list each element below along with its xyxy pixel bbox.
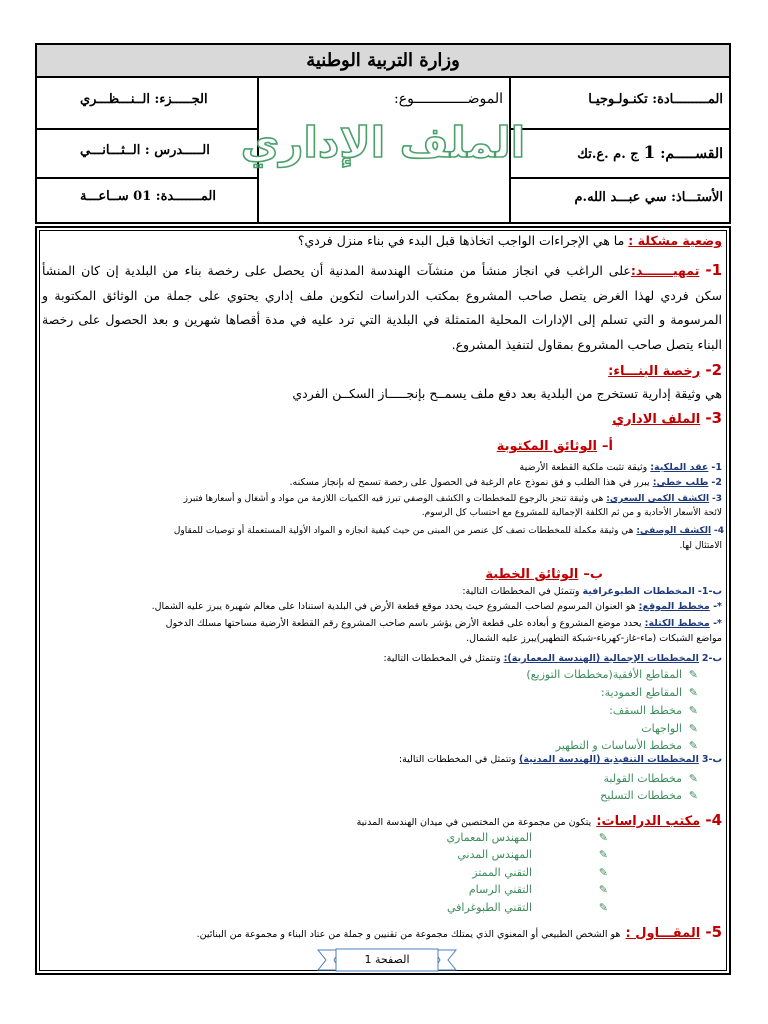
s2-text: هي وثيقة إدارية تستخرج من البلدية بعد دفع ملف يسمــح بإنجـــــاز السكــن الفردي bbox=[292, 386, 722, 401]
teacher-label: الأستـــاذ: bbox=[671, 190, 723, 205]
leaf-bullet-icon: ✎ bbox=[688, 668, 698, 681]
page-number-ribbon bbox=[318, 948, 456, 972]
s3-num: 3- bbox=[705, 409, 722, 427]
header-row-line-left-1 bbox=[37, 128, 259, 130]
s1-line-1 bbox=[42, 261, 722, 279]
s4-text: يتكون من مجموعة من المختصين في ميدان الهندسة المدنية bbox=[356, 817, 592, 828]
a1-num: 1- bbox=[711, 462, 722, 473]
s3-b-label: ب– bbox=[583, 567, 603, 582]
a4-title: الكشف الوصفي: bbox=[636, 526, 712, 536]
problem-line bbox=[298, 233, 722, 248]
subject-label: المـــــــــادة: bbox=[652, 92, 723, 107]
b1-text: وتتمثل في المخططات التالية: bbox=[462, 586, 580, 597]
s2-title: رخصة البنـــاء: bbox=[608, 364, 701, 379]
lesson-value: الــثـــانـــي bbox=[80, 143, 141, 158]
b2-text: وتتمثل في المخططات التالية: bbox=[383, 653, 501, 664]
s1-line-4: البناء يتصل صاحب المشروع بمقاول لتنفيذ المشروع. bbox=[451, 337, 722, 352]
s5-title: المقـــاول : bbox=[625, 926, 701, 941]
s2-num: 2- bbox=[705, 361, 722, 379]
a3-line-2: لائحة الأسعار الأحادية و من ثم الكلفة الإجمالية للمشروع مع احتساب كل الرسوم. bbox=[421, 508, 722, 518]
s4-num: 4- bbox=[705, 811, 722, 829]
s3-a-title: الوثائق المكتوبة bbox=[496, 439, 597, 454]
b2-item-1: ✎المقاطع الأفقية(مخططات التوزيع) bbox=[526, 668, 698, 681]
s3-title: الملف الاداري bbox=[612, 412, 701, 427]
s1-text-1: على الراغب في انجاز منشأ من منشآت الهندسة المدنية أن يحصل على رخصة بناء من البلدية إن كان المنشأ bbox=[42, 263, 631, 278]
leaf-bullet-icon: ✎ bbox=[598, 831, 608, 844]
leaf-bullet-icon: ✎ bbox=[598, 866, 608, 879]
s3-b-title: الوثائق الخطية bbox=[485, 567, 579, 582]
b1a-prefix: *- bbox=[709, 601, 722, 612]
b1a-title: مخطط الموقع: bbox=[638, 601, 710, 612]
subject-value: تكنـولـوجيـا bbox=[588, 92, 648, 107]
duration-num: 01 bbox=[133, 189, 152, 204]
leaf-bullet-icon: ✎ bbox=[688, 739, 698, 752]
s4-title: مكتب الدراسات: bbox=[596, 814, 701, 829]
header-row-line-left-2 bbox=[37, 177, 259, 179]
topic-label: الموضـــــــــــــوع: bbox=[394, 91, 503, 107]
a2-title: طلب خطي: bbox=[652, 477, 709, 488]
b1-line bbox=[462, 586, 722, 597]
duration-cell bbox=[80, 189, 216, 204]
b2-label: ب-2 bbox=[701, 653, 722, 664]
s3-a-heading bbox=[497, 435, 613, 454]
b2-item-2: ✎المقاطع العمودية: bbox=[600, 686, 698, 699]
b1b-prefix: *- bbox=[709, 618, 722, 629]
problem-text: ما هي الإجراءات الواجب اتخاذها قبل البدء في بناء منزل فردي؟ bbox=[297, 233, 625, 248]
b3-label: ب-3 bbox=[701, 754, 722, 765]
problem-label: وضعية مشكلة : bbox=[628, 233, 722, 248]
b3-title: المخططات التنفيذية (الهندسة المدنية) bbox=[519, 754, 699, 765]
b1b-text-1: يحدد موضع المشروع و أبعاده على قطعة الأرض يؤشر باسم صاحب المشروع رقم القطعة الأرضية مساحتها مسلك الدخول bbox=[165, 618, 642, 629]
b2-line bbox=[383, 653, 722, 664]
section-value-num: 1 bbox=[643, 143, 656, 163]
s1-line-3: المرسومة و التي تسلم إلى الإدارات المحلية المتمثلة في البلدية التي ترد عليه في مدة أقصاها شهرين و بعد الحصول على رخصة bbox=[42, 312, 722, 327]
leaf-bullet-icon: ✎ bbox=[598, 883, 608, 896]
leaf-bullet-icon: ✎ bbox=[688, 704, 698, 717]
b1-title: المخططات الطبوغرافية bbox=[582, 586, 695, 597]
page-number-label bbox=[318, 948, 456, 972]
s4-item-3: ✎التقني الممتز bbox=[472, 866, 608, 879]
a2-text: يبرر في هذا الطلب و فق نموذج عام الرغبة في الحصول على رخصة تسمح له بإنجاز مسكنه. bbox=[289, 477, 650, 488]
section-label: القســـــم: bbox=[660, 146, 723, 162]
s3-b-heading bbox=[485, 563, 603, 582]
b1b-line-1 bbox=[166, 618, 722, 629]
part-label: الجـــــزء: bbox=[154, 92, 208, 107]
s4-line bbox=[357, 810, 722, 829]
a1-title: عقد الملكية: bbox=[650, 462, 709, 473]
a3-line-1 bbox=[184, 494, 722, 504]
subject-cell bbox=[588, 92, 723, 107]
page-label: الصفحة bbox=[374, 953, 410, 966]
s3-heading bbox=[612, 408, 722, 427]
lesson-title-art bbox=[240, 97, 526, 177]
s4-item-1: ✎المهندس المعماري bbox=[446, 831, 608, 844]
leaf-bullet-icon: ✎ bbox=[598, 901, 608, 914]
lesson-cell bbox=[80, 143, 210, 158]
teacher-value: سي عبـــد الله.م bbox=[574, 190, 667, 205]
section-cell bbox=[577, 143, 723, 163]
s5-text: هو الشخص الطبيعي أو المعنوي الذي يمتلك مجموعة من تقنيين و جملة من عتاد البناء و مجموعة من البنائين. bbox=[196, 929, 621, 940]
a2-num: 2- bbox=[711, 477, 722, 488]
leaf-bullet-icon: ✎ bbox=[688, 789, 698, 802]
b1b-line-2: مواضع الشبكات (ماء-غاز-كهرباء-شبكة التطهير)يبرز عليه الشمال. bbox=[466, 633, 722, 644]
leaf-bullet-icon: ✎ bbox=[688, 686, 698, 699]
a4-text-1: هي وثيقة مكملة للمخططات تصف كل عنصر من المبنى من حيث كيفية انجازه و المواد الأولية المستعملة أو توصيات للمقاول bbox=[173, 526, 634, 536]
a2-line bbox=[289, 477, 722, 488]
a1-line bbox=[520, 462, 723, 473]
s4-item-4: ✎التقني الرسام bbox=[468, 883, 608, 896]
b1a-text: هو العنوان المرسوم لصاحب المشروع حيث يحدد موقع قطعة الأرض في البلدية استنادا على معالم شهيرة يبرز عليه الشمال. bbox=[151, 601, 636, 612]
b1a-line bbox=[152, 601, 722, 612]
part-cell bbox=[80, 92, 208, 107]
a3-title: الكشف الكمي السعري: bbox=[606, 494, 710, 504]
leaf-bullet-icon: ✎ bbox=[598, 848, 608, 861]
ministry-title: وزارة التربية الوطنية bbox=[37, 45, 729, 78]
section-value-text: ج .م .ع.تك bbox=[577, 147, 639, 162]
part-value: الــنـــظـــري bbox=[80, 92, 150, 107]
b3-item-1: ✎مخططات القولبة bbox=[603, 772, 698, 785]
s4-item-5: ✎التقني الطبوغرافي bbox=[446, 901, 608, 914]
a4-num: 4- bbox=[713, 526, 724, 536]
b1b-title: مخطط الكتلة: bbox=[644, 618, 710, 629]
header-row-line-right-1 bbox=[509, 128, 731, 130]
s1-title: تمهيـــــــد: bbox=[630, 263, 700, 278]
b2-item-5: ✎مخطط الأساسات و التطهير bbox=[555, 739, 698, 752]
a4-line-2: الامتثال لها. bbox=[679, 541, 722, 551]
lesson-title-logo bbox=[240, 97, 526, 177]
s1-num: 1- bbox=[705, 261, 723, 279]
b3-line bbox=[399, 754, 722, 765]
lesson-title-text: الملف الإداري bbox=[240, 118, 526, 167]
a3-text-1: هي وثيقة تنجز بالرجوع للمخططات و الكشف الوصفي تبرز فيه الكميات اللازمة من مواد و أشغال و أسعارها فتبرز bbox=[183, 494, 604, 504]
b1-label: ب-1- bbox=[697, 586, 722, 597]
lesson-label: الـــــدرس : bbox=[144, 143, 210, 158]
s3-a-label: أ– bbox=[602, 439, 613, 454]
b3-text: وتتمثل في المخططات التالية: bbox=[398, 754, 516, 765]
leaf-bullet-icon: ✎ bbox=[688, 722, 698, 735]
s2-heading bbox=[608, 360, 722, 379]
b3-item-2: ✎مخططات التسليح bbox=[600, 789, 698, 802]
s5-num: 5- bbox=[705, 923, 722, 941]
duration-label: المـــــــدة: bbox=[155, 189, 216, 204]
page-num: 1 bbox=[364, 953, 372, 966]
a4-line-1 bbox=[174, 526, 724, 536]
s4-item-2: ✎المهندس المدني bbox=[457, 848, 608, 861]
teacher-cell bbox=[575, 190, 724, 205]
a1-text: وثيقة تثبت ملكية القطعة الأرضية bbox=[519, 462, 648, 473]
b2-title: المخططات الإجمالية (الهندسة المعمارية): bbox=[503, 653, 699, 664]
b2-item-3: ✎مخطط السقف: bbox=[609, 704, 698, 717]
duration-unit: ســاعـــة bbox=[80, 189, 129, 204]
leaf-bullet-icon: ✎ bbox=[688, 772, 698, 785]
s5-line bbox=[197, 922, 722, 941]
header-row-line-right-2 bbox=[509, 177, 731, 179]
b2-item-4: ✎الواجهات bbox=[641, 722, 698, 735]
s1-line-2: سكن فردي لهذا الغرض يتصل صاحب المشروع بمكتب الدراسات لتكوين ملف إداري يحتوي على جملة من الوثائق المكتوبة و bbox=[42, 288, 722, 303]
a3-num: 3- bbox=[711, 494, 722, 504]
